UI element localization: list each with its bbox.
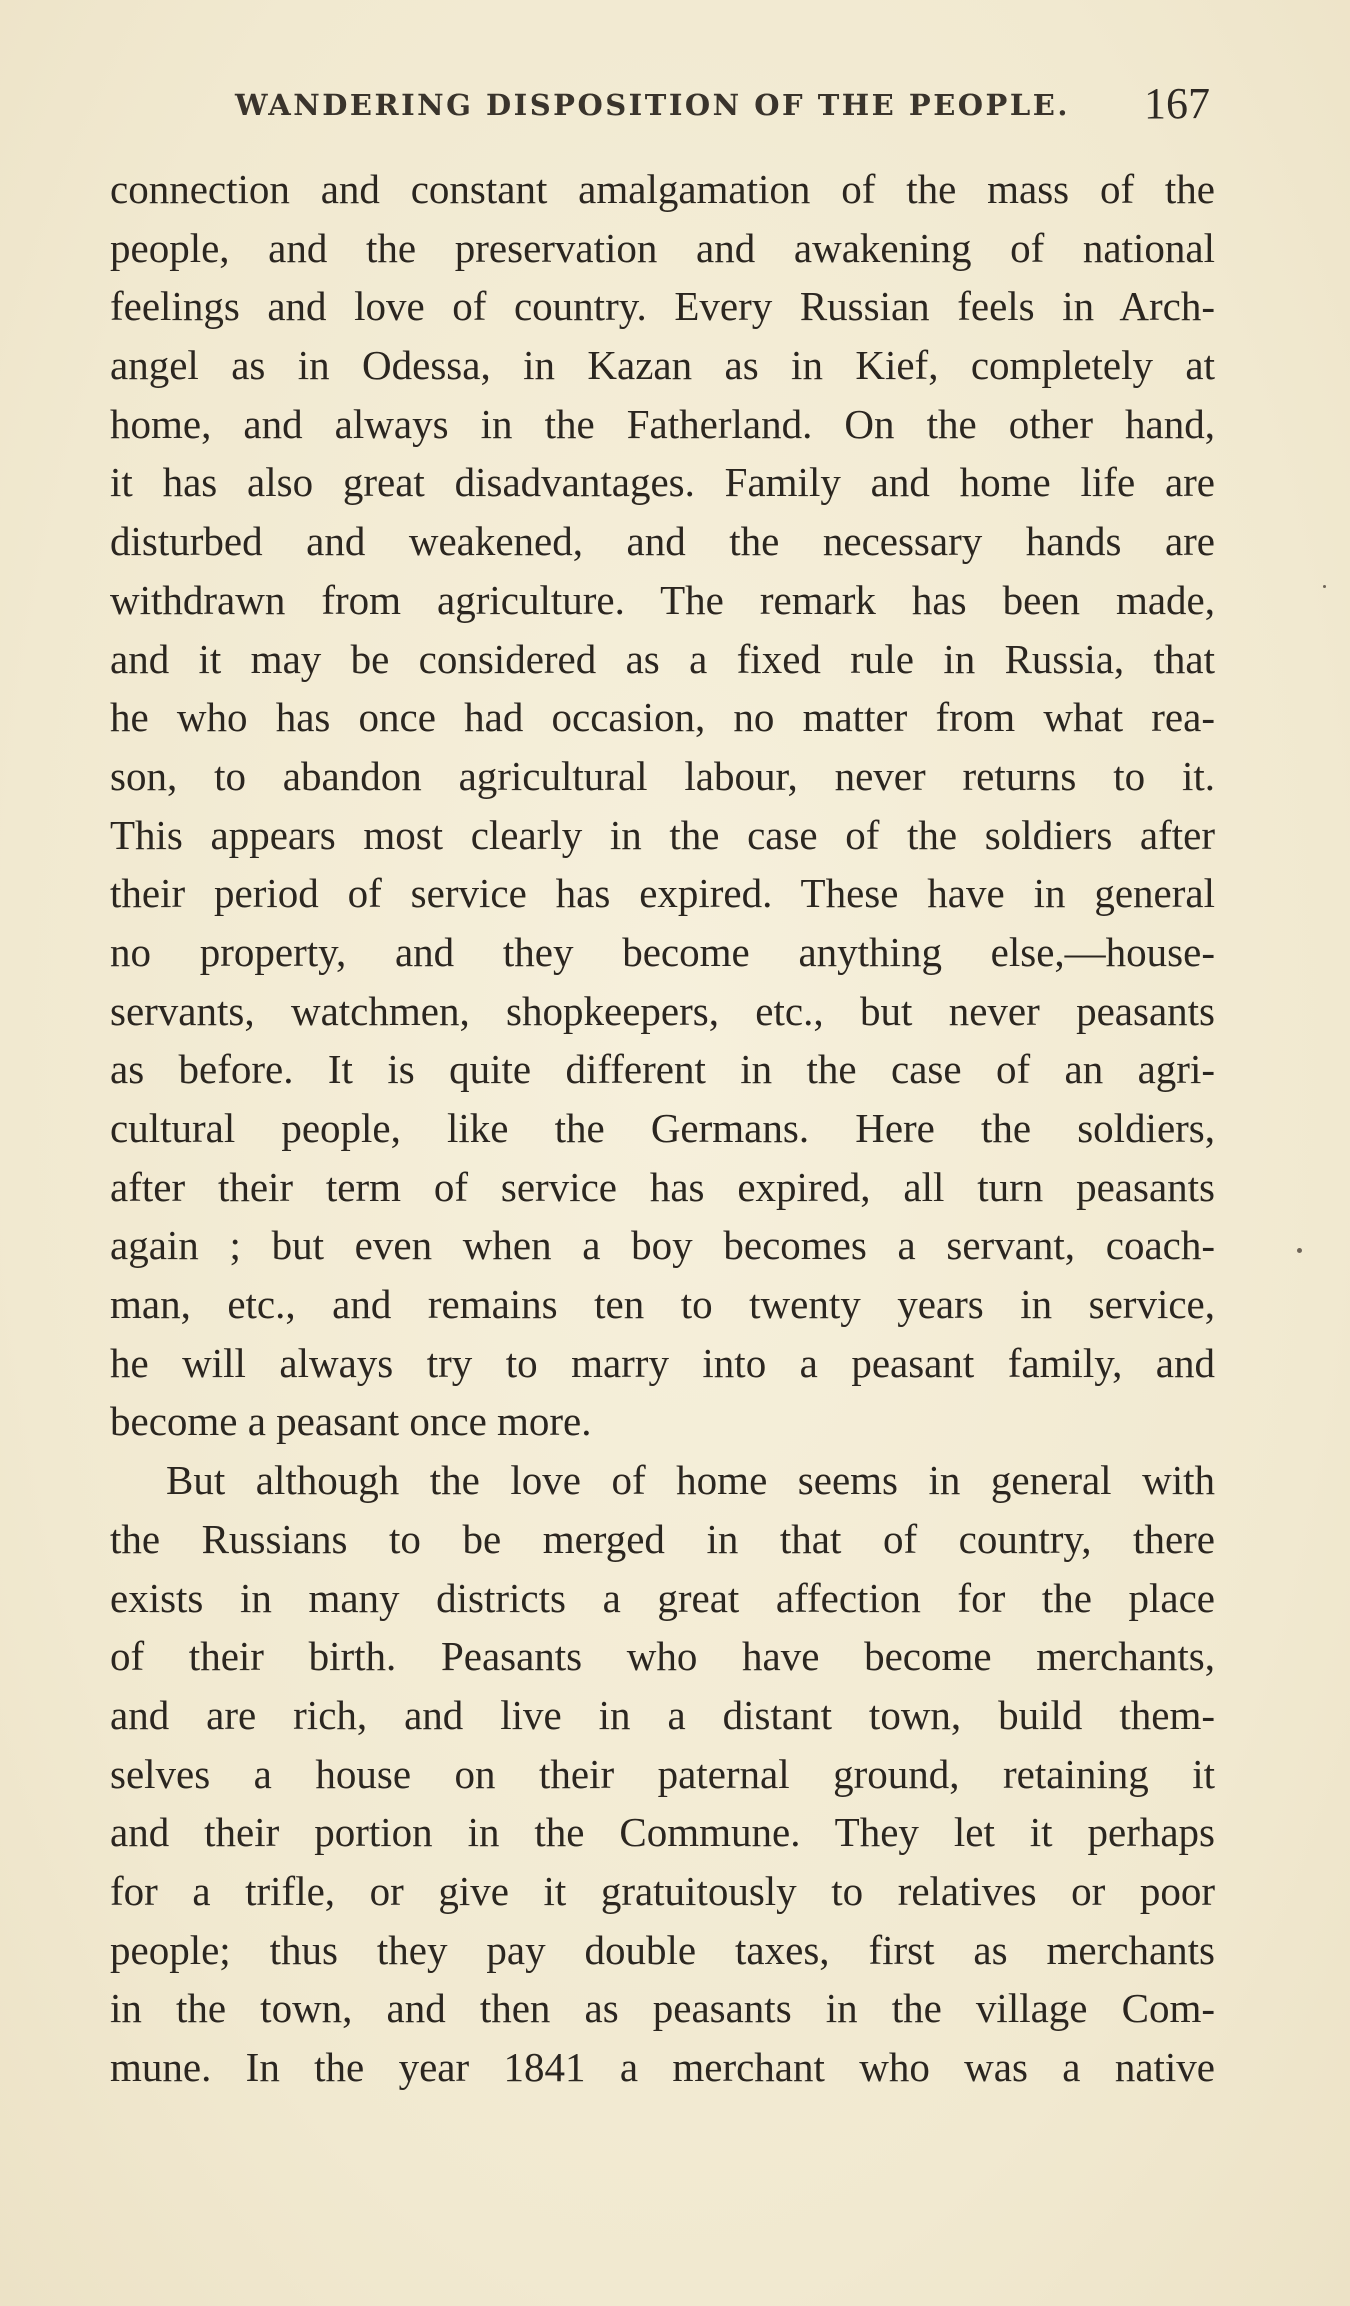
text-line: he will always try to marry into a peasant family, and [110,1339,1215,1386]
text-line: the Russians to be merged in that of country, there [110,1515,1215,1562]
body-text [110,160,1215,2097]
text-line: of their birth. Peasants who have become merchants, [110,1633,1215,1680]
text-line: their period of service has expired. These have in general [110,870,1215,917]
margin-speck [1323,585,1326,588]
text-line: man, etc., and remains ten to twenty years in service, [110,1281,1215,1328]
text-line: cultural people, like the Germans. Here the soldiers, [110,1105,1215,1151]
running-title: WANDERING DISPOSITION OF THE PEOPLE. [235,88,1070,122]
text-line: disturbed and weakened, and the necessary hands are [110,518,1215,565]
text-line: it has also great disadvantages. Family and home life are [110,459,1215,506]
text-line: and it may be considered as a fixed rule in Russia, that [110,635,1215,682]
text-line: This appears most clearly in the case of the soldiers after [110,811,1215,858]
text-line: after their term of service has expired, all turn peasants [110,1163,1215,1210]
text-line: and are rich, and live in a distant town, build them- [110,1691,1215,1738]
text-line: no property, and they become anything else,—house- [110,928,1215,975]
text-line: son, to abandon agricultural labour, never returns to it. [110,752,1215,799]
text-line: selves a house on their paternal ground, retaining it [110,1750,1215,1797]
text-line: in the town, and then as peasants in the village Com- [110,1985,1215,2032]
text-line: people, and the preservation and awakening of national [110,224,1215,271]
text-line: become a peasant once more. [110,1398,592,1445]
text-line: But although the love of home seems in general with [166,1457,1215,1504]
page-number: 167 [1144,79,1210,128]
text-line: mune. In the year 1841 a merchant who was a native [110,2044,1215,2090]
margin-speck [1297,1248,1302,1253]
text-line: he who has once had occasion, no matter from what rea- [110,694,1215,741]
text-line: withdrawn from agriculture. The remark has been made, [110,576,1215,623]
text-line: feelings and love of country. Every Russian feels in Arch- [110,283,1215,330]
text-line: again ; but even when a boy becomes a servant, coach- [110,1222,1215,1269]
text-line: servants, watchmen, shopkeepers, etc., but never peasants [110,987,1215,1034]
text-line: exists in many districts a great affection for the place [110,1574,1215,1621]
text-line: connection and constant amalgamation of the mass of the [110,166,1215,212]
running-head [230,78,1210,128]
text-line: angel as in Odessa, in Kazan as in Kief, completely at [110,342,1215,389]
paragraph-2 [110,1451,1215,2097]
text-line: and their portion in the Commune. They let it perhaps [110,1809,1215,1856]
paragraph-1 [110,160,1215,1451]
text-line: for a trifle, or give it gratuitously to relatives or poor [110,1867,1215,1914]
text-line: home, and always in the Fatherland. On the other hand, [110,400,1215,447]
text-line: people; thus they pay double taxes, first as merchants [110,1926,1215,1973]
text-line: as before. It is quite different in the case of an agri- [110,1046,1215,1093]
